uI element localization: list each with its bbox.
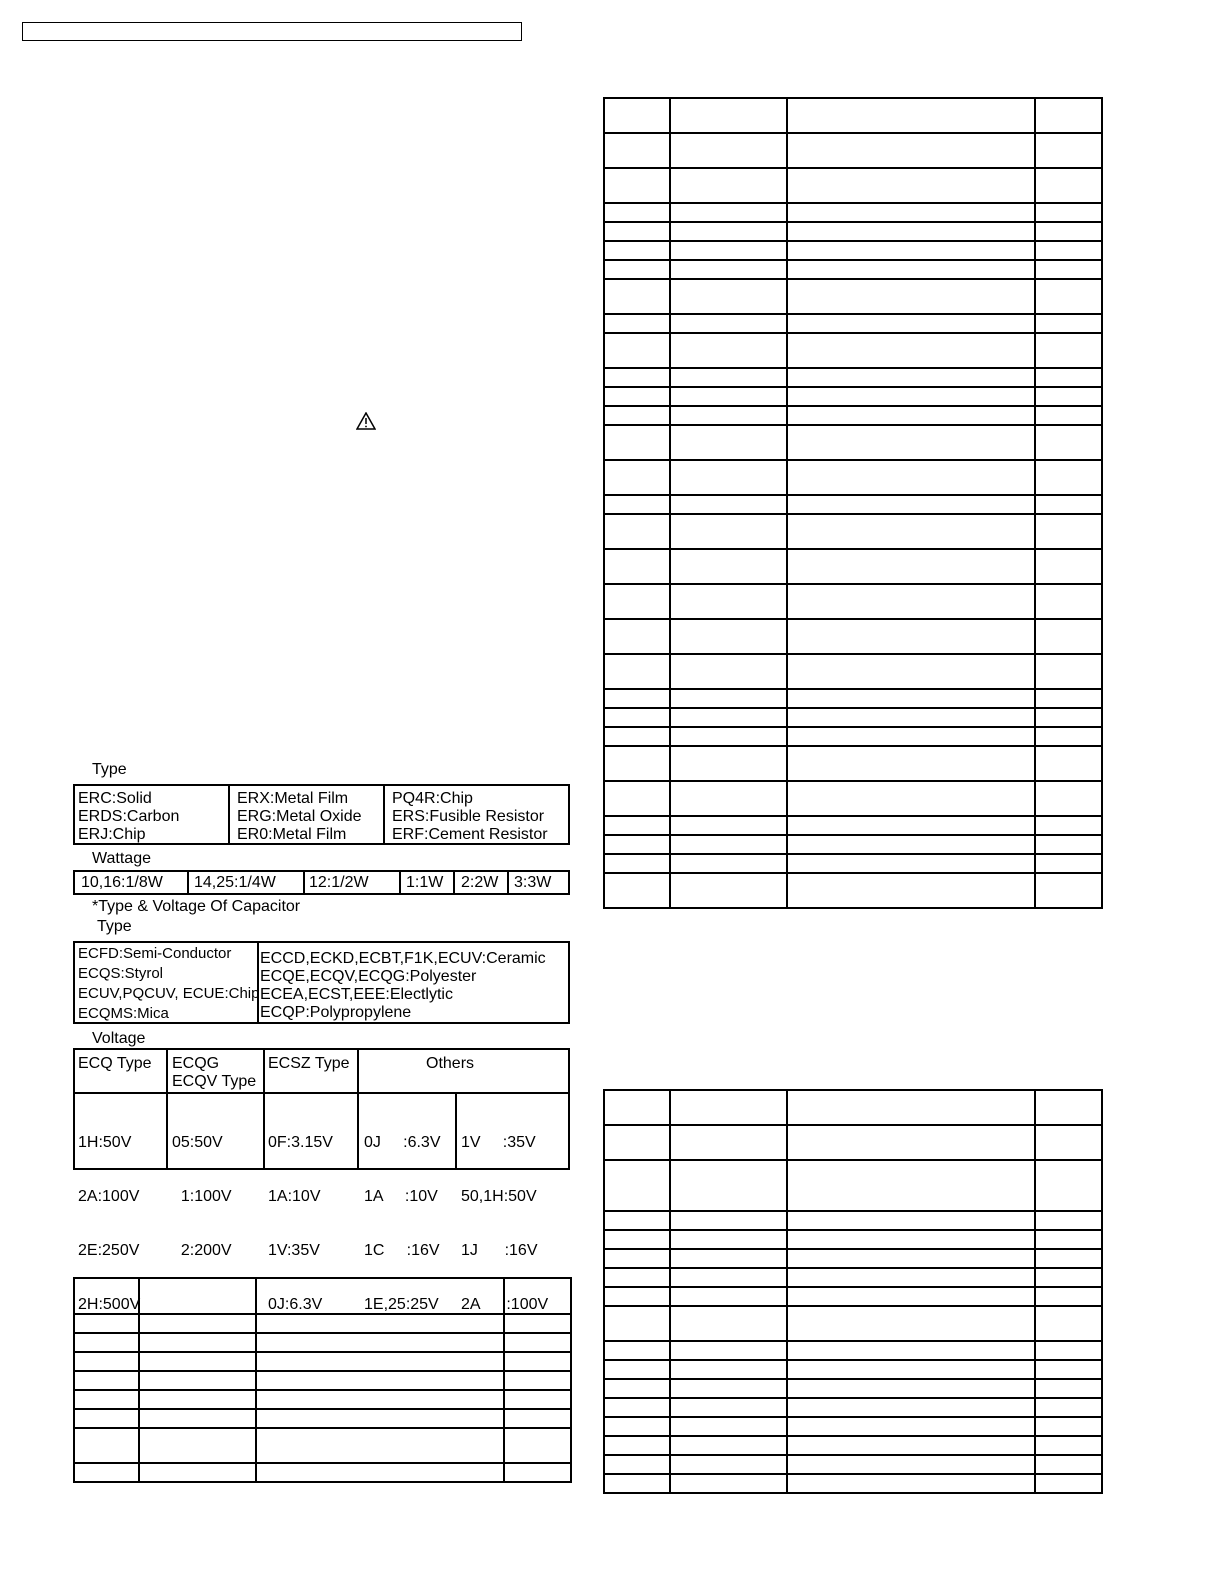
- wattage-value: 3:3W: [514, 874, 552, 891]
- capacitor-type: ECQS:Styrol: [78, 965, 164, 982]
- capacitor-type: ECCD,ECKD,ECBT,F1K,ECUV:Ceramic: [260, 950, 546, 967]
- voltage-value: 1V:35V: [268, 1242, 320, 1259]
- resistor-type-heading: Type: [92, 761, 127, 778]
- voltage-value: 1A:10V: [268, 1188, 321, 1205]
- voltage-value: 50,1H:50V: [461, 1188, 537, 1205]
- voltage-header: ECQG ECQV Type: [172, 1055, 257, 1090]
- voltage-value: 2A:100V: [78, 1188, 140, 1205]
- voltage-value: 2:200V: [172, 1242, 232, 1259]
- resistor-type: ERJ:Chip: [78, 826, 146, 843]
- capacitor-type-table: [73, 941, 570, 1024]
- resistor-type: ER0:Metal Film: [237, 826, 347, 843]
- capacitor-heading: *Type & Voltage Of Capacitor: [92, 898, 301, 915]
- voltage-value: 0J :6.3V: [364, 1134, 441, 1151]
- resistor-type: ERX:Metal Film: [237, 790, 349, 807]
- voltage-value: 2H:500V: [78, 1296, 141, 1313]
- resistor-type: ERS:Fusible Resistor: [392, 808, 545, 825]
- resistor-type: ERDS:Carbon: [78, 808, 180, 825]
- voltage-value: 0F:3.15V: [268, 1134, 333, 1151]
- wattage-value: 14,25:1/4W: [194, 874, 276, 891]
- voltage-value: 1E,25:25V: [364, 1296, 439, 1313]
- capacitor-type: ECQMS:Mica: [78, 1005, 169, 1022]
- voltage-value: 2A :100V: [461, 1296, 549, 1313]
- voltage-value: 1H:50V: [78, 1134, 132, 1151]
- voltage-value: 1C :16V: [364, 1242, 440, 1259]
- capacitor-type: ECFD:Semi-Conductor: [78, 945, 232, 962]
- voltage-value: 0J:6.3V: [268, 1296, 323, 1313]
- voltage-header: Others: [426, 1055, 475, 1072]
- voltage-value: 1:100V: [172, 1188, 232, 1205]
- wattage-value: 1:1W: [406, 874, 444, 891]
- wattage-value: 2:2W: [461, 874, 499, 891]
- voltage-table: [73, 1048, 570, 1313]
- resistor-type: PQ4R:Chip: [392, 790, 473, 807]
- warning-icon: [356, 412, 376, 430]
- parts-table-bottom-left: [73, 1277, 572, 1483]
- voltage-value: 05:50V: [172, 1134, 223, 1151]
- wattage-table: [73, 870, 570, 895]
- parts-table-bottom-right: [603, 1089, 1103, 1494]
- capacitor-type: ECQE,ECQV,ECQG:Polyester: [260, 968, 477, 985]
- capacitor-type-heading: Type: [97, 918, 132, 935]
- voltage-header: ECSZ Type: [268, 1055, 350, 1072]
- voltage-value: 1J :16V: [461, 1242, 538, 1259]
- resistor-type: ERF:Cement Resistor: [392, 826, 548, 843]
- resistor-type: ERG:Metal Oxide: [237, 808, 362, 825]
- header-box: [22, 22, 522, 41]
- wattage-heading: Wattage: [92, 850, 151, 867]
- voltage-header: ECQ Type: [78, 1055, 152, 1072]
- capacitor-type: ECUV,PQCUV, ECUE:Chip: [78, 985, 260, 1002]
- voltage-heading: Voltage: [92, 1030, 146, 1047]
- resistor-type: ERC:Solid: [78, 790, 152, 807]
- wattage-value: 12:1/2W: [309, 874, 369, 891]
- capacitor-type: ECEA,ECST,EEE:Electlytic: [260, 986, 453, 1003]
- voltage-value: 2E:250V: [78, 1242, 140, 1259]
- resistor-type-table: [73, 784, 570, 845]
- wattage-value: 10,16:1/8W: [81, 874, 163, 891]
- capacitor-type: ECQP:Polypropylene: [260, 1004, 412, 1021]
- parts-table-top-right: [603, 97, 1103, 909]
- voltage-value: 1V :35V: [461, 1134, 536, 1151]
- voltage-value: 1A :10V: [364, 1188, 438, 1205]
